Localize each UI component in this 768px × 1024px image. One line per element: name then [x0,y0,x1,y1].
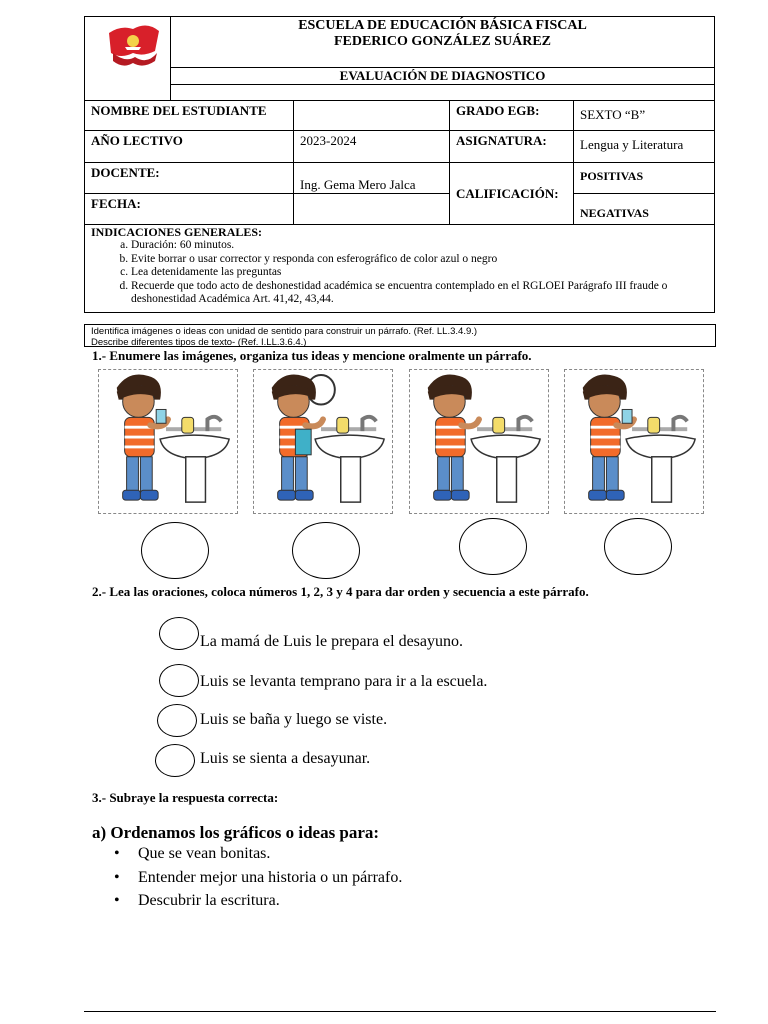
answer-circle-4[interactable] [604,518,672,575]
score-label: CALIFICACIÓN: [456,185,559,201]
bullet: • [114,845,120,862]
logo-cell [85,17,171,101]
answer-circle-1[interactable] [141,522,209,579]
order-circle-3[interactable] [157,704,197,737]
order-circle-1[interactable] [159,617,199,650]
image-boy-drying-hands [253,369,393,514]
instruction-item: a. Duración: 60 minutos. [131,239,708,253]
question-1: 1.- Enumere las imágenes, organiza tus ideas y mencione oralmente un párrafo. [92,348,532,363]
teacher-value: Ing. Gema Mero Jalca [300,177,416,192]
subject-label: ASIGNATURA: [456,133,547,148]
student-name-label: NOMBRE DEL ESTUDIANTE [91,103,267,118]
exam-header-table [84,16,715,313]
grade-value: SEXTO “B” [580,107,646,122]
answer-circle-3[interactable] [459,518,527,575]
grade-label: GRADO EGB: [456,103,540,118]
answer-circle-2[interactable] [292,522,360,579]
date-label: FECHA: [91,196,141,211]
reference-box [84,324,716,347]
question-3a: a) Ordenamos los gráficos o ideas para: [92,823,380,842]
school-name-line1: ESCUELA DE EDUCACIÓN BÁSICA FISCAL [298,18,587,33]
school-year-value: 2023-2024 [300,133,357,148]
bullet: • [114,892,120,909]
teacher-label: DOCENTE: [91,165,160,180]
sentence-1: La mamá de Luis le prepara el desayuno. [200,633,463,650]
school-logo [103,23,163,69]
instruction-item: b. Evite borrar o usar corrector y responda con esferográfico de color azul o negro [131,253,708,267]
image-boy-drinking-water [564,369,704,514]
positive-label: POSITIVAS [580,169,644,183]
footer-rule [84,1011,716,1012]
image-boy-washing-hands [409,369,549,514]
question-3: 3.- Subraye la respuesta correcta: [92,790,279,805]
instruction-item: d. Recuerde que todo acto de deshonestidad académica se encuentra contemplado en el RGLOEI Parágrafo III fraude o deshonestidad Académica Art. 41,42, 43,44. [131,280,708,307]
instructions-title: INDICACIONES GENERALES: [91,225,263,239]
subject-value: Lengua y Literatura [580,137,684,152]
image-boy-brushing-teeth [98,369,238,514]
sentence-2: Luis se levanta temprano para ir a la escuela. [200,673,488,690]
instruction-item: c. Lea detenidamente las preguntas [131,266,708,280]
q1-image-strip [98,369,704,514]
bullet: • [114,869,120,886]
exam-title: EVALUACIÓN DE DIAGNOSTICO [339,68,546,83]
order-circle-2[interactable] [159,664,199,697]
school-year-label: AÑO LECTIVO [91,133,183,148]
order-circle-4[interactable] [155,744,195,777]
sentence-4: Luis se sienta a desayunar. [200,750,371,767]
option-3[interactable]: Descubrir la escritura. [138,892,280,909]
reference-line-1: Identifica imágenes o ideas con unidad de sentido para construir un párrafo. (Ref. LL.3.4.9.) [91,326,478,337]
option-1[interactable]: Que se vean bonitas. [138,845,271,862]
school-name-line2: FEDERICO GONZÁLEZ SUÁREZ [333,34,552,49]
instructions-list [91,239,708,307]
sentence-3: Luis se baña y luego se viste. [200,711,388,728]
negative-label: NEGATIVAS [580,206,649,220]
reference-line-2: Describe diferentes tipos de texto- (Ref. I.LL.3.6.4.) [91,337,307,348]
question-2: 2.- Lea las oraciones, coloca números 1, 2, 3 y 4 para dar orden y secuencia a este párrafo. [92,584,589,599]
option-2[interactable]: Entender mejor una historia o un párrafo. [138,869,403,886]
